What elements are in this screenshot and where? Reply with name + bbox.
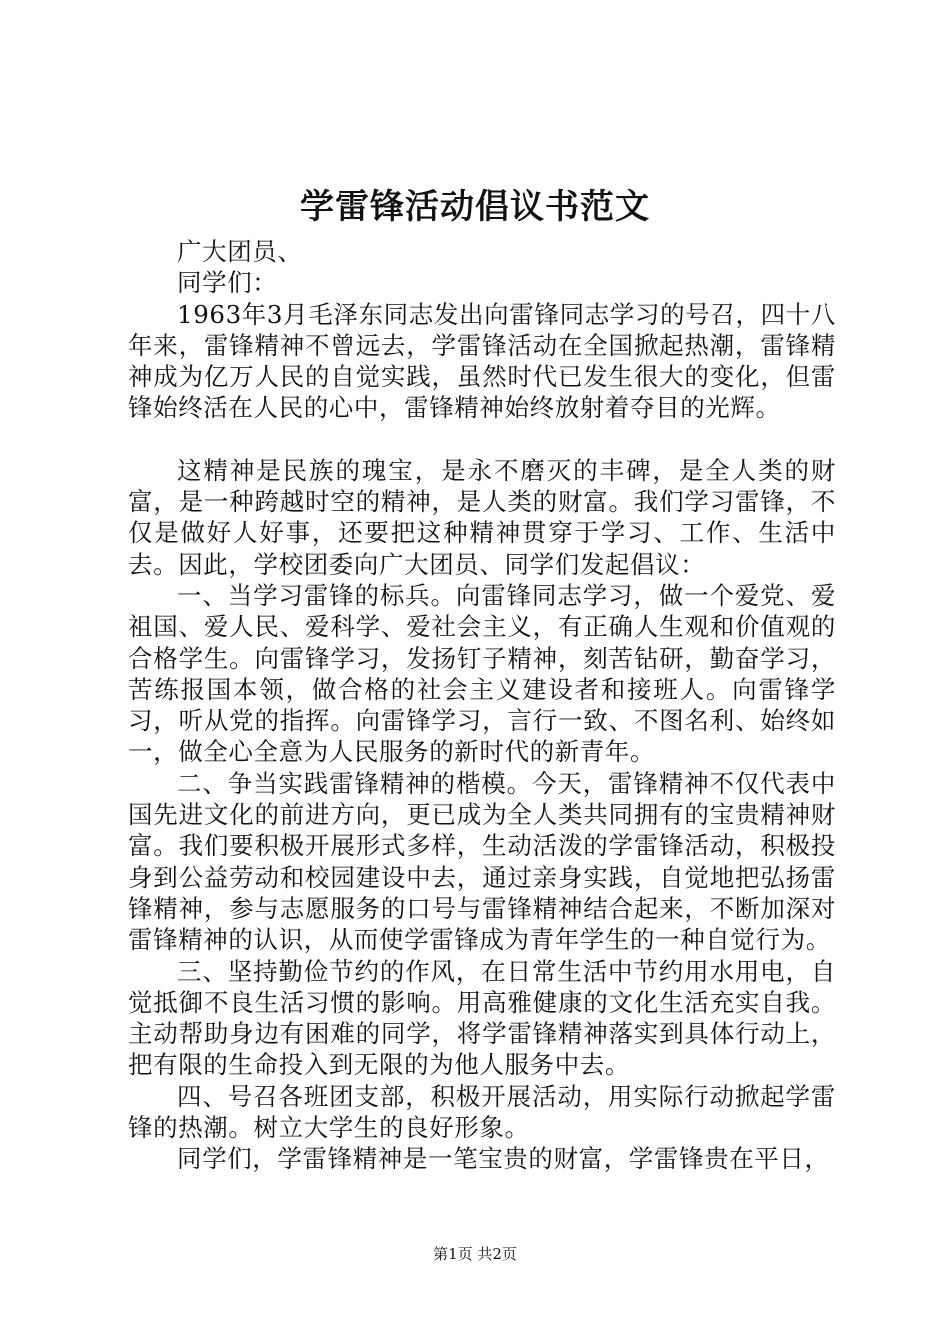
document-body — [128, 236, 836, 1175]
paragraph-proposal-3: 三、坚持勤俭节约的作风，在日常生活中节约用水用电，自觉抵御不良生活习惯的影响。用高雅健康的文化生活充实自我。主动帮助身边有困难的同学，将学雷锋精神落实到具体行动上，把有限的生命投入到无限的为他人服务中去。 — [128, 956, 836, 1080]
paragraph-proposal-4: 四、号召各班团支部，积极开展活动，用实际行动掀起学雷锋的热潮。树立大学生的良好形象。 — [128, 1081, 836, 1143]
paragraph-proposal-2: 二、争当实践雷锋精神的楷模。今天，雷锋精神不仅代表中国先进文化的前进方向，更已成为全人类共同拥有的宝贵精神财富。我们要积极开展形式多样，生动活泼的学雷锋活动，积极投身到公益劳动和校园建设中去，通过亲身实践，自觉地把弘扬雷锋精神，参与志愿服务的口号与雷锋精神结合起来，不断加深对雷锋精神的认识，从而使学雷锋成为青年学生的一种自觉行为。 — [128, 768, 836, 955]
salutation-line-1: 广大团员、 — [177, 237, 303, 266]
salutation-line-2: 同学们： — [177, 268, 278, 298]
paragraph-closing: 同学们，学雷锋精神是一笔宝贵的财富，学雷锋贵在平日， — [177, 1144, 830, 1174]
page-footer: 第1页 共2页 — [433, 1245, 517, 1263]
paragraph-spirit: 这精神是民族的瑰宝，是永不磨灭的丰碑，是全人类的财富，是一种跨越时空的精神，是人类的财富。我们学习雷锋，不仅是做好人好事，还要把这种精神贯穿于学习、工作、生活中去。因此，学校团委向广大团员、同学们发起倡议： — [128, 455, 836, 579]
paragraph-intro: 1963年3月毛泽东同志发出向雷锋同志学习的号召，四十八年来，雷锋精神不曾远去，学雷锋活动在全国掀起热潮，雷锋精神成为亿万人民的自觉实践，虽然时代已发生很大的变化，但雷锋始终活在人民的心中，雷锋精神始终放射着夺目的光辉。 — [128, 299, 836, 423]
document-title: 学雷锋活动倡议书范文 — [300, 187, 650, 227]
paragraph-proposal-1: 一、当学习雷锋的标兵。向雷锋同志学习，做一个爱党、爱祖国、爱人民、爱科学、爱社会主义，有正确人生观和价值观的合格学生。向雷锋学习，发扬钉子精神，刻苦钻研，勤奋学习，苦练报国本领，做合格的社会主义建设者和接班人。向雷锋学习，听从党的指挥。向雷锋学习，言行一致、不图名利、始终如一，做全心全意为人民服务的新时代的新青年。 — [128, 580, 836, 767]
